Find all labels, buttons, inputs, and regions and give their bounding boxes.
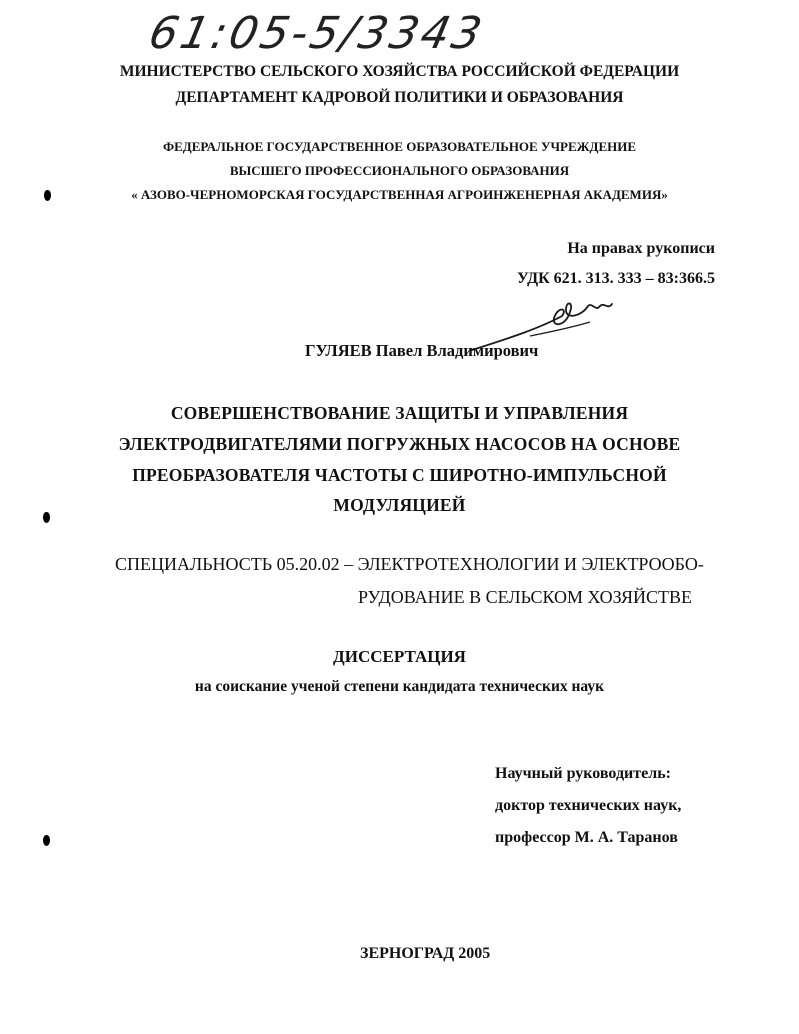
binding-hole-mark [43,512,50,523]
speciality-line-1: СПЕЦИАЛЬНОСТЬ 05.20.02 – ЭЛЕКТРОТЕХНОЛОГИИ И ЭЛЕКТРООБО- [115,554,704,574]
supervisor-label: Научный руководитель: [495,765,671,782]
manuscript-rights: На правах рукописи [567,240,715,257]
author-name: ГУЛЯЕВ Павел Владимирович [305,341,539,360]
institution-line-3: « АЗОВО-ЧЕРНОМОРСКАЯ ГОСУДАРСТВЕННАЯ АГРОИНЖЕНЕРНАЯ АКАДЕМИЯ» [131,187,668,202]
binding-hole-mark [43,835,50,846]
institution-line-1: ФЕДЕРАЛЬНОЕ ГОСУДАРСТВЕННОЕ ОБРАЗОВАТЕЛЬНОЕ УЧРЕЖДЕНИЕ [162,139,637,154]
title-line-1: СОВЕРШЕНСТВОВАНИЕ ЗАЩИТЫ И УПРАВЛЕНИЯ [170,403,629,423]
speciality-line-2: РУДОВАНИЕ В СЕЛЬСКОМ ХОЗЯЙСТВЕ [358,587,692,607]
ministry-heading: МИНИСТЕРСТВО СЕЛЬСКОГО ХОЗЯЙСТВА РОССИЙСКОЙ ФЕДЕРАЦИИ [119,63,680,80]
archive-number-handwritten: 61:05-5/3343 [144,8,489,59]
document-type: ДИССЕРТАЦИЯ [333,647,466,666]
department-heading: ДЕПАРТАМЕНТ КАДРОВОЙ ПОЛИТИКИ И ОБРАЗОВАНИЯ [175,89,624,106]
title-line-3: ПРЕОБРАЗОВАТЕЛЯ ЧАСТОТЫ С ШИРОТНО-ИМПУЛЬСНОЙ [132,465,667,485]
binding-hole-mark [44,190,51,201]
degree-line: на соискание ученой степени кандидата технических наук [194,678,605,695]
title-line-2: ЭЛЕКТРОДВИГАТЕЛЯМИ ПОГРУЖНЫХ НАСОСОВ НА ОСНОВЕ [118,434,681,454]
supervisor-name: профессор М. А. Таранов [495,829,678,846]
institution-line-2: ВЫСШЕГО ПРОФЕССИОНАЛЬНОГО ОБРАЗОВАНИЯ [229,163,570,178]
udc-code: УДК 621. 313. 333 – 83:366.5 [516,270,715,287]
city-year: ЗЕРНОГРАД 2005 [360,945,491,962]
supervisor-degree: доктор технических наук, [495,797,682,814]
title-line-4: МОДУЛЯЦИЕЙ [333,495,466,515]
